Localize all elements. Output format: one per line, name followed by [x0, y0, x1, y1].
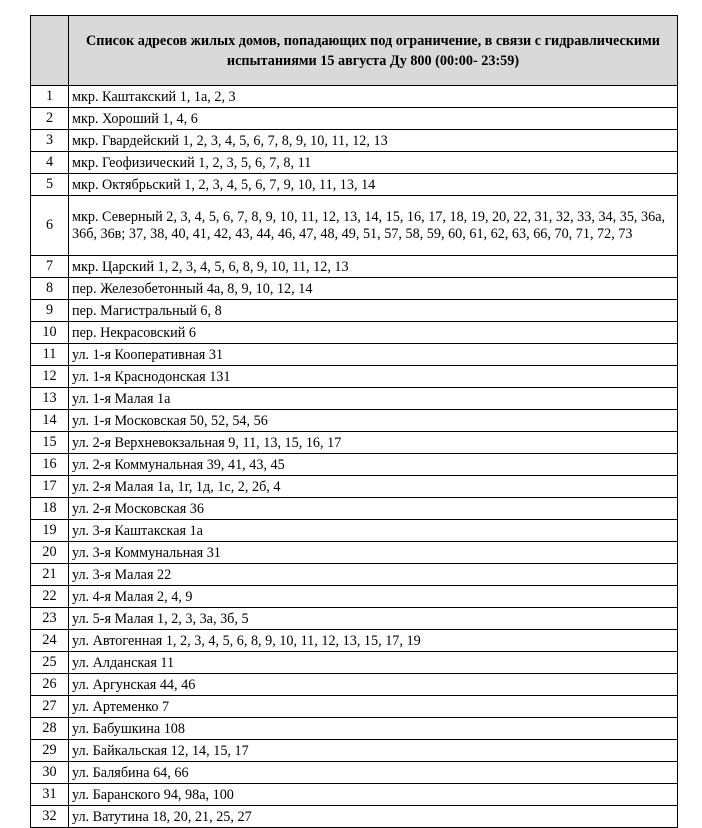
row-address: ул. Автогенная 1, 2, 3, 4, 5, 6, 8, 9, 10, 11, 12, 13, 15, 17, 19 [69, 630, 678, 652]
row-number: 3 [31, 130, 69, 152]
row-number: 1 [31, 86, 69, 108]
row-address: ул. 1-я Московская 50, 52, 54, 56 [69, 410, 678, 432]
row-number: 12 [31, 366, 69, 388]
row-number: 9 [31, 300, 69, 322]
number-column-header [31, 16, 69, 86]
row-number: 31 [31, 784, 69, 806]
row-number: 18 [31, 498, 69, 520]
row-address: ул. Баранского 94, 98а, 100 [69, 784, 678, 806]
row-address: мкр. Царский 1, 2, 3, 4, 5, 6, 8, 9, 10, 11, 12, 13 [69, 256, 678, 278]
table-row [31, 762, 678, 784]
row-address: ул. Алданская 11 [69, 652, 678, 674]
row-number: 2 [31, 108, 69, 130]
table-row [31, 806, 678, 828]
row-address: ул. 1-я Малая 1а [69, 388, 678, 410]
row-address: ул. Ватутина 18, 20, 21, 25, 27 [69, 806, 678, 828]
row-number: 6 [31, 196, 69, 256]
row-number: 28 [31, 718, 69, 740]
row-number: 16 [31, 454, 69, 476]
table-row [31, 152, 678, 174]
row-number: 29 [31, 740, 69, 762]
row-number: 10 [31, 322, 69, 344]
table-row [31, 256, 678, 278]
row-address: ул. Байкальская 12, 14, 15, 17 [69, 740, 678, 762]
row-address: мкр. Северный 2, 3, 4, 5, 6, 7, 8, 9, 10, 11, 12, 13, 14, 15, 16, 17, 18, 19, 20, 22, 31, 32, 33, 34, 35, 36а, 36б, 36в; 37, 38, 40, 41, 42, 43, 44, 46, 47, 48, 49, 51, 57, 58, 59, 60, 61, 62, 63, 66, 70, 71, 72, 73 [69, 196, 678, 256]
table-row [31, 174, 678, 196]
row-address: ул. 2-я Коммунальная 39, 41, 43, 45 [69, 454, 678, 476]
row-address: ул. 1-я Краснодонская 131 [69, 366, 678, 388]
row-address: ул. Бабушкина 108 [69, 718, 678, 740]
row-address: мкр. Гвардейский 1, 2, 3, 4, 5, 6, 7, 8, 9, 10, 11, 12, 13 [69, 130, 678, 152]
row-number: 7 [31, 256, 69, 278]
row-number: 19 [31, 520, 69, 542]
table-row [31, 784, 678, 806]
table-row [31, 366, 678, 388]
table-row [31, 432, 678, 454]
row-address: мкр. Октябрьский 1, 2, 3, 4, 5, 6, 7, 9, 10, 11, 13, 14 [69, 174, 678, 196]
table-row [31, 718, 678, 740]
row-address: ул. 5-я Малая 1, 2, 3, 3а, 3б, 5 [69, 608, 678, 630]
row-number: 22 [31, 586, 69, 608]
row-address: ул. 2-я Верхневокзальная 9, 11, 13, 15, 16, 17 [69, 432, 678, 454]
row-address: ул. 4-я Малая 2, 4, 9 [69, 586, 678, 608]
row-number: 15 [31, 432, 69, 454]
table-row [31, 196, 678, 256]
row-address: ул. 1-я Кооперативная 31 [69, 344, 678, 366]
row-address: ул. 3-я Каштакская 1а [69, 520, 678, 542]
row-address: ул. 2-я Малая 1а, 1г, 1д, 1с, 2, 2б, 4 [69, 476, 678, 498]
table-row [31, 630, 678, 652]
row-number: 26 [31, 674, 69, 696]
row-address: мкр. Геофизический 1, 2, 3, 5, 6, 7, 8, 11 [69, 152, 678, 174]
table-row [31, 388, 678, 410]
row-number: 20 [31, 542, 69, 564]
row-address: пер. Некрасовский 6 [69, 322, 678, 344]
table-row [31, 586, 678, 608]
table-row [31, 130, 678, 152]
table-body [31, 86, 678, 828]
row-address: мкр. Хороший 1, 4, 6 [69, 108, 678, 130]
table-row [31, 454, 678, 476]
row-number: 17 [31, 476, 69, 498]
row-address: ул. Балябина 64, 66 [69, 762, 678, 784]
table-row [31, 322, 678, 344]
table-row [31, 542, 678, 564]
row-number: 4 [31, 152, 69, 174]
row-number: 14 [31, 410, 69, 432]
row-number: 32 [31, 806, 69, 828]
table-row [31, 740, 678, 762]
table-row [31, 696, 678, 718]
row-address: пер. Магистральный 6, 8 [69, 300, 678, 322]
row-address: ул. Артеменко 7 [69, 696, 678, 718]
table-row [31, 300, 678, 322]
row-number: 30 [31, 762, 69, 784]
row-address: ул. 3-я Коммунальная 31 [69, 542, 678, 564]
table-row [31, 108, 678, 130]
row-address: ул. Аргунская 44, 46 [69, 674, 678, 696]
table-row [31, 344, 678, 366]
table-row [31, 564, 678, 586]
row-number: 13 [31, 388, 69, 410]
table-row [31, 520, 678, 542]
table-row [31, 608, 678, 630]
row-number: 27 [31, 696, 69, 718]
row-address: мкр. Каштакский 1, 1а, 2, 3 [69, 86, 678, 108]
table-row [31, 410, 678, 432]
table-row [31, 674, 678, 696]
row-number: 8 [31, 278, 69, 300]
table-row [31, 476, 678, 498]
row-address: пер. Железобетонный 4а, 8, 9, 10, 12, 14 [69, 278, 678, 300]
table-row [31, 652, 678, 674]
row-number: 11 [31, 344, 69, 366]
table-row [31, 86, 678, 108]
row-number: 21 [31, 564, 69, 586]
row-number: 24 [31, 630, 69, 652]
table-title: Список адресов жилых домов, попадающих под ограничение, в связи с гидравлическими испытаниями 15 августа Ду 800 (00:00- 23:59) [69, 16, 678, 86]
row-number: 25 [31, 652, 69, 674]
table-row [31, 498, 678, 520]
table-header-row [31, 16, 678, 86]
table-row [31, 278, 678, 300]
row-number: 5 [31, 174, 69, 196]
address-table [30, 15, 678, 828]
row-address: ул. 3-я Малая 22 [69, 564, 678, 586]
row-address: ул. 2-я Московская 36 [69, 498, 678, 520]
row-number: 23 [31, 608, 69, 630]
